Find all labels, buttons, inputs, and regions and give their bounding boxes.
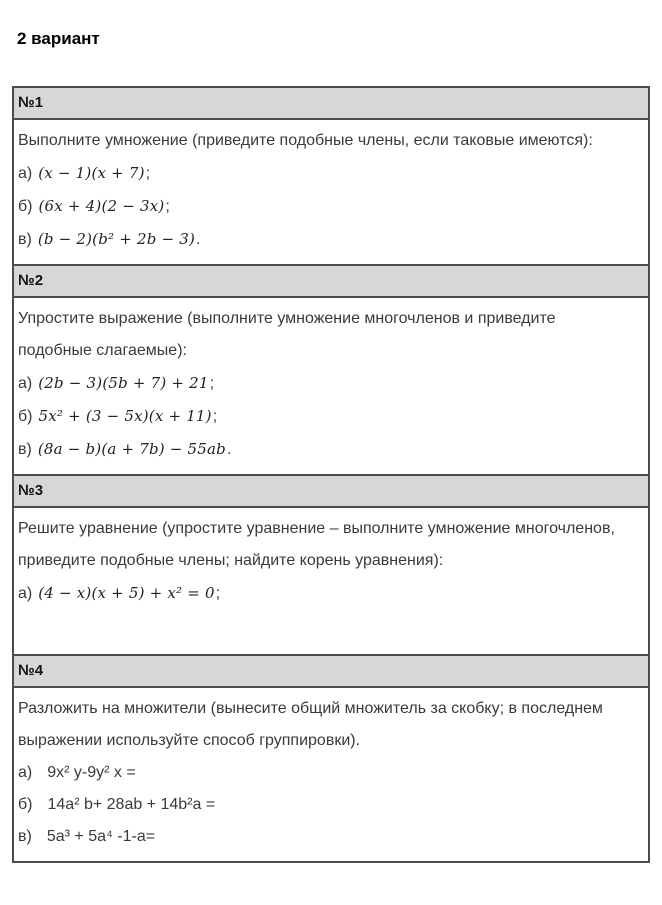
item-label: а) [18, 585, 33, 602]
section-2-task: Упростите выражение (выполните умножение многочленов и приведите подобные слагаемые): [18, 310, 556, 359]
item-label: б) [18, 198, 33, 215]
page-title: 2 вариант [17, 29, 100, 48]
section-4-item-b [18, 789, 640, 821]
section-1-task: Выполните умножение (приведите подобные члены, если таковые имеются): [18, 132, 593, 149]
math-expression: (2b − 3)(5b + 7) + 21 [38, 374, 209, 392]
section-4-header-row [13, 655, 649, 687]
math-expression: (b − 2)(b² + 2b − 3) [37, 230, 195, 248]
section-3-content [13, 507, 649, 655]
section-1-item-b [18, 190, 640, 223]
item-label: а) [18, 165, 33, 182]
item-label: в) [18, 828, 32, 845]
section-1-content-row [13, 119, 649, 265]
section-3-content-row [13, 507, 649, 655]
math-expression: (6x + 4)(2 − 3x) [38, 197, 165, 215]
item-label: а) [18, 764, 33, 781]
section-1-header-row [13, 87, 649, 119]
section-2-item-b [18, 400, 640, 433]
section-4-content [13, 687, 649, 862]
math-expression: (4 − x)(x + 5) + x² = 0 [38, 584, 215, 602]
section-4-task: Разложить на множители (вынесите общий множитель за скобку; в последнем выражении используйте способ группировки). [18, 700, 603, 749]
section-2-item-v [18, 433, 640, 466]
punctuation-tail: ; [209, 375, 215, 392]
item-label: б) [18, 796, 33, 813]
tasks-table [12, 86, 650, 863]
math-expression: (x − 1)(x + 7) [38, 164, 145, 182]
punctuation-tail: . [196, 231, 201, 248]
plain-expression: 14a² b+ 28ab + 14b²a = [47, 796, 216, 813]
section-3-number: №3 [13, 475, 649, 507]
section-1-number: №1 [13, 87, 649, 119]
section-4-content-row [13, 687, 649, 862]
section-3-header-row [13, 475, 649, 507]
section-1-content [13, 119, 649, 265]
punctuation-tail: ; [165, 198, 170, 215]
math-expression: (8a − b)(a + 7b) − 55ab [37, 440, 226, 458]
section-2-content-row [13, 297, 649, 475]
section-2-content [13, 297, 649, 475]
section-4-item-a [18, 757, 640, 789]
plain-expression: 5a³ + 5a⁴ -1-a= [46, 828, 156, 845]
section-4-item-v [18, 821, 640, 853]
punctuation-tail: . [226, 441, 232, 458]
section-2-number: №2 [13, 265, 649, 297]
section-1-item-v [18, 223, 640, 256]
section-1-item-a [18, 157, 640, 190]
section-3-task: Решите уравнение (упростите уравнение – выполните умножение многочленов, приведите подобные члены; найдите корень уравнения): [18, 520, 615, 569]
section-2-item-a [18, 367, 640, 400]
plain-expression: 9x² y-9y² x = [47, 764, 136, 781]
punctuation-tail: ; [215, 585, 221, 602]
section-2-header-row [13, 265, 649, 297]
item-label: б) [18, 408, 33, 425]
item-label: в) [18, 231, 32, 248]
item-label: а) [18, 375, 33, 392]
item-label: в) [18, 441, 32, 458]
punctuation-tail: ; [212, 408, 218, 425]
section-4-number: №4 [13, 655, 649, 687]
punctuation-tail: ; [145, 165, 151, 182]
math-expression: 5x² + (3 − 5x)(x + 11) [38, 407, 212, 425]
section-3-item-a [18, 577, 640, 610]
